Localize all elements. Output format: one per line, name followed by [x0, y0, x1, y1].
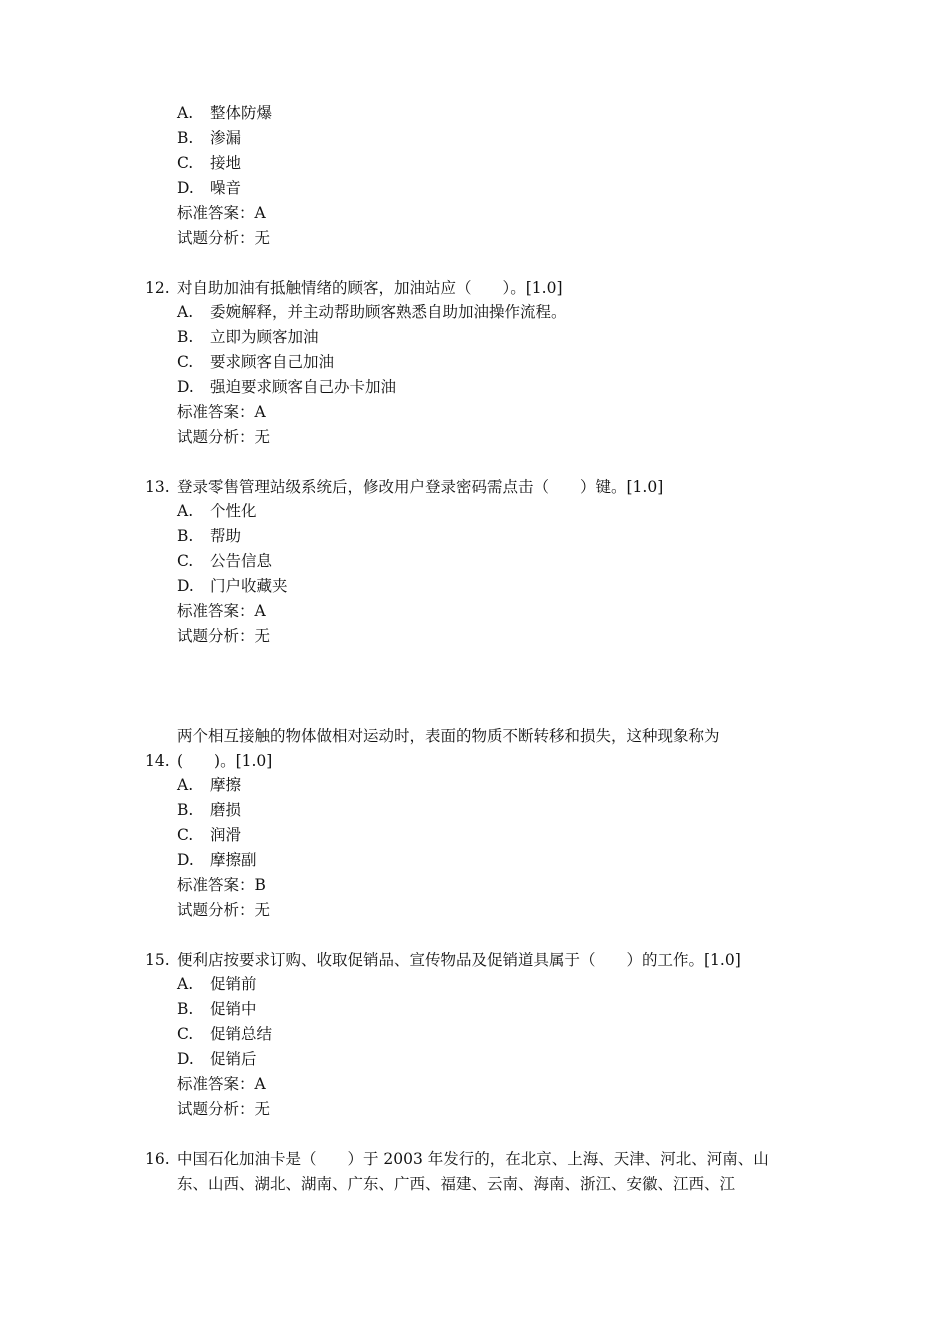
option-a: A. 促销前 [177, 975, 257, 993]
question-stem: 对自助加油有抵触情绪的顾客，加油站应（ ）。[1.0] [177, 279, 563, 297]
option-b: B. 渗漏 [177, 129, 242, 147]
option-b: B. 磨损 [177, 801, 242, 819]
option-c: C. 要求顾客自己加油 [177, 353, 335, 371]
option-d: D. 摩擦副 [177, 851, 257, 869]
option-b: B. 立即为顾客加油 [177, 328, 319, 346]
option-a: A. 摩擦 [177, 776, 242, 794]
question-stem-continued: ( )。[1.0] [177, 752, 273, 770]
option-a: A. 整体防爆 [177, 104, 273, 122]
question-stem: 两个相互接触的物体做相对运动时，表面的物质不断转移和损失，这种现象称为 [177, 727, 720, 745]
question-number: 12. [145, 279, 170, 297]
option-c: C. 润滑 [177, 826, 242, 844]
question-analysis: 试题分析：无 [177, 229, 271, 247]
question-analysis: 试题分析：无 [177, 627, 271, 645]
standard-answer: 标准答案：A [177, 1075, 266, 1093]
question-stem: 登录零售管理站级系统后，修改用户登录密码需点击（ ）键。[1.0] [177, 478, 664, 496]
option-b: B. 帮助 [177, 527, 242, 545]
standard-answer: 标准答案：A [177, 602, 266, 620]
standard-answer: 标准答案：A [177, 204, 266, 222]
standard-answer: 标准答案：A [177, 403, 266, 421]
option-b: B. 促销中 [177, 1000, 257, 1018]
question-number: 14. [145, 752, 170, 770]
option-c: C. 促销总结 [177, 1025, 273, 1043]
question-number: 15. [145, 951, 170, 969]
question-number: 16. [145, 1150, 170, 1168]
question-analysis: 试题分析：无 [177, 901, 271, 919]
question-stem: 便利店按要求订购、收取促销品、宣传物品及促销道具属于（ ）的工作。[1.0] [177, 951, 741, 969]
option-d: D. 噪音 [177, 179, 242, 197]
question-analysis: 试题分析：无 [177, 428, 271, 446]
option-d: D. 促销后 [177, 1050, 257, 1068]
standard-answer: 标准答案：B [177, 876, 266, 894]
option-d: D. 强迫要求顾客自己办卡加油 [177, 378, 397, 396]
option-a: A. 委婉解释，并主动帮助顾客熟悉自助加油操作流程。 [177, 303, 567, 321]
question-stem: 中国石化加油卡是（ ）于 2003 年发行的，在北京、上海、天津、河北、河南、山 [177, 1150, 769, 1168]
option-c: C. 公告信息 [177, 552, 273, 570]
question-analysis: 试题分析：无 [177, 1100, 271, 1118]
option-a: A. 个性化 [177, 502, 257, 520]
option-d: D. 门户收藏夹 [177, 577, 288, 595]
option-c: C. 接地 [177, 154, 242, 172]
question-stem-continued: 东、山西、湖北、湖南、广东、广西、福建、云南、海南、浙江、安徽、江西、江 [177, 1175, 736, 1193]
question-number: 13. [145, 478, 170, 496]
